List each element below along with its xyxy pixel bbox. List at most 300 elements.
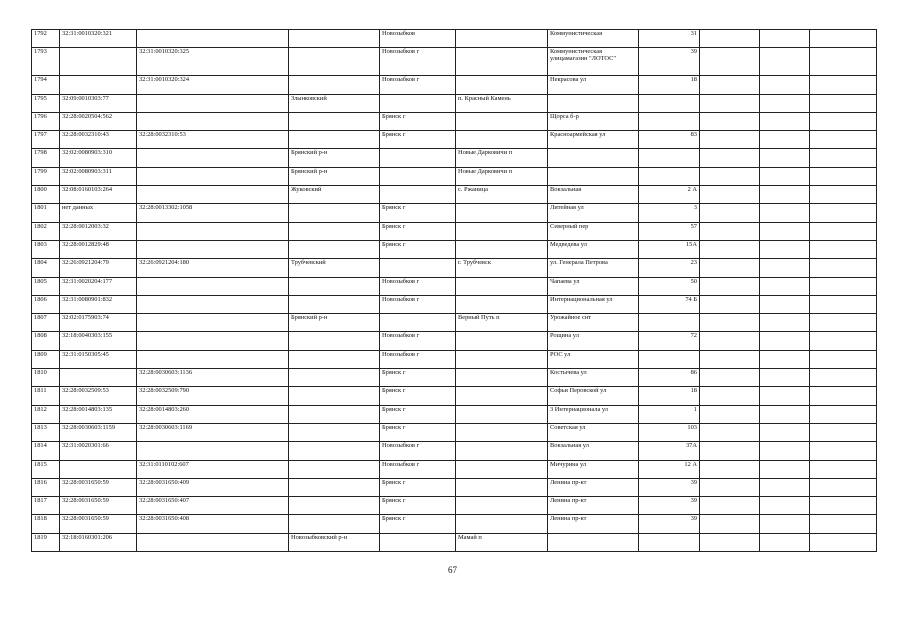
empty-cell <box>700 48 760 76</box>
empty-cell <box>760 423 810 441</box>
cadastral-number-cell: 32:31:0010320:321 <box>60 30 137 48</box>
empty-cell <box>810 76 877 94</box>
settlement-cell <box>456 295 548 313</box>
row-number-cell: 1817 <box>32 497 60 515</box>
district-cell <box>289 423 380 441</box>
table-row <box>32 442 877 460</box>
cadastral-number-cell: 32:28:0032310:43 <box>60 131 137 149</box>
empty-cell <box>810 112 877 130</box>
cadastral-number-cell: 32:02:0175903:74 <box>60 314 137 332</box>
empty-cell <box>700 277 760 295</box>
settlement-cell <box>456 515 548 533</box>
street-cell: 3 Интернационала ул <box>548 405 639 423</box>
house-number-cell: 18 <box>639 387 700 405</box>
table-row <box>32 222 877 240</box>
empty-cell <box>700 259 760 277</box>
empty-cell <box>810 387 877 405</box>
empty-cell <box>760 259 810 277</box>
district-cell: Жуковский <box>289 186 380 204</box>
table-row <box>32 112 877 130</box>
empty-cell <box>810 48 877 76</box>
table-row <box>32 350 877 368</box>
house-number-cell: 103 <box>639 423 700 441</box>
cadastral-number-2-cell <box>137 167 289 185</box>
cadastral-number-cell: 32:31:0150305:45 <box>60 350 137 368</box>
cadastral-number-cell: 32:28:0020504:562 <box>60 112 137 130</box>
empty-cell <box>700 222 760 240</box>
empty-cell <box>700 423 760 441</box>
house-number-cell: 2 А <box>639 186 700 204</box>
row-number-cell: 1802 <box>32 222 60 240</box>
street-cell: Щорса б-р <box>548 112 639 130</box>
row-number-cell: 1818 <box>32 515 60 533</box>
street-cell: Ленина пр-кт <box>548 497 639 515</box>
empty-cell <box>700 350 760 368</box>
empty-cell <box>810 460 877 478</box>
house-number-cell <box>639 94 700 112</box>
cadastral-number-2-cell <box>137 442 289 460</box>
empty-cell <box>810 295 877 313</box>
street-cell: Некрасова ул <box>548 76 639 94</box>
empty-cell <box>760 240 810 258</box>
empty-cell <box>700 131 760 149</box>
city-cell: Новозыбков г <box>380 442 456 460</box>
city-cell: Брянск г <box>380 515 456 533</box>
empty-cell <box>810 314 877 332</box>
cadastral-number-2-cell: 32:28:0030603:1136 <box>137 369 289 387</box>
city-cell: Новозыбков г <box>380 295 456 313</box>
empty-cell <box>700 442 760 460</box>
empty-cell <box>760 387 810 405</box>
empty-cell <box>760 442 810 460</box>
settlement-cell <box>456 497 548 515</box>
settlement-cell: Верный Путь п <box>456 314 548 332</box>
city-cell: Новозыбков г <box>380 460 456 478</box>
empty-cell <box>700 149 760 167</box>
settlement-cell <box>456 112 548 130</box>
table-row <box>32 167 877 185</box>
cadastral-number-2-cell: 32:31:0110102:607 <box>137 460 289 478</box>
row-number-cell: 1801 <box>32 204 60 222</box>
table-row <box>32 204 877 222</box>
empty-cell <box>810 131 877 149</box>
empty-cell <box>700 332 760 350</box>
city-cell: Брянск г <box>380 204 456 222</box>
empty-cell <box>810 350 877 368</box>
city-cell: Брянск г <box>380 222 456 240</box>
street-cell: Красноармейская ул <box>548 131 639 149</box>
cadastral-number-2-cell: 32:28:0013302:1058 <box>137 204 289 222</box>
cadastral-number-2-cell: 32:28:0031650:409 <box>137 478 289 496</box>
empty-cell <box>810 332 877 350</box>
district-cell <box>289 515 380 533</box>
city-cell: Брянск г <box>380 497 456 515</box>
district-cell: Брянский р-н <box>289 167 380 185</box>
cadastral-number-2-cell <box>137 277 289 295</box>
empty-cell <box>760 460 810 478</box>
empty-cell <box>760 350 810 368</box>
city-cell <box>380 149 456 167</box>
cadastral-number-2-cell <box>137 350 289 368</box>
empty-cell <box>810 423 877 441</box>
empty-cell <box>760 369 810 387</box>
table-row <box>32 295 877 313</box>
district-cell <box>289 332 380 350</box>
city-cell <box>380 533 456 551</box>
house-number-cell: 39 <box>639 515 700 533</box>
table-row <box>32 76 877 94</box>
row-number-cell: 1807 <box>32 314 60 332</box>
street-cell: Рощина ул <box>548 332 639 350</box>
row-number-cell: 1810 <box>32 369 60 387</box>
table-row <box>32 478 877 496</box>
house-number-cell: 86 <box>639 369 700 387</box>
house-number-cell: 37А <box>639 442 700 460</box>
cadastral-number-cell: нет данных <box>60 204 137 222</box>
empty-cell <box>700 515 760 533</box>
house-number-cell: 3 <box>639 204 700 222</box>
street-cell: Медведева ул <box>548 240 639 258</box>
house-number-cell: 23 <box>639 259 700 277</box>
page-number: 67 <box>448 565 457 575</box>
street-cell: Софьи Перовской ул <box>548 387 639 405</box>
settlement-cell <box>456 76 548 94</box>
cadastral-number-cell: 32:02:0080903:310 <box>60 149 137 167</box>
row-number-cell: 1812 <box>32 405 60 423</box>
row-number-cell: 1799 <box>32 167 60 185</box>
cadastral-number-cell: 32:02:0080903:311 <box>60 167 137 185</box>
cadastral-number-cell: 32:31:0020204:177 <box>60 277 137 295</box>
cadastral-number-cell: 32:31:0020301:66 <box>60 442 137 460</box>
cadastral-number-2-cell <box>137 314 289 332</box>
cadastral-number-2-cell <box>137 149 289 167</box>
street-cell: РОС ул <box>548 350 639 368</box>
cadastral-number-cell: 32:28:0031650:59 <box>60 515 137 533</box>
cadastral-number-2-cell <box>137 112 289 130</box>
table-row <box>32 277 877 295</box>
house-number-cell: 83 <box>639 131 700 149</box>
row-number-cell: 1814 <box>32 442 60 460</box>
table-row <box>32 387 877 405</box>
settlement-cell: Мамай п <box>456 533 548 551</box>
cadastral-number-cell: 32:28:0012829:48 <box>60 240 137 258</box>
cadastral-number-cell <box>60 460 137 478</box>
settlement-cell <box>456 48 548 76</box>
district-cell <box>289 478 380 496</box>
empty-cell <box>700 30 760 48</box>
empty-cell <box>700 369 760 387</box>
row-number-cell: 1816 <box>32 478 60 496</box>
settlement-cell <box>456 387 548 405</box>
city-cell <box>380 259 456 277</box>
city-cell: Новозыбков <box>380 30 456 48</box>
city-cell <box>380 186 456 204</box>
row-number-cell: 1792 <box>32 30 60 48</box>
house-number-cell: 72 <box>639 332 700 350</box>
house-number-cell <box>639 149 700 167</box>
street-cell: Чапаева ул <box>548 277 639 295</box>
cadastral-number-2-cell <box>137 222 289 240</box>
district-cell <box>289 30 380 48</box>
cadastral-number-cell: 32:28:0031650:59 <box>60 497 137 515</box>
table-row <box>32 186 877 204</box>
city-cell: Брянск г <box>380 240 456 258</box>
cadastral-number-2-cell: 32:28:0031650:408 <box>137 515 289 533</box>
row-number-cell: 1813 <box>32 423 60 441</box>
empty-cell <box>810 94 877 112</box>
empty-cell <box>810 277 877 295</box>
empty-cell <box>700 76 760 94</box>
house-number-cell: 1 <box>639 405 700 423</box>
district-cell <box>289 277 380 295</box>
district-cell <box>289 76 380 94</box>
empty-cell <box>700 314 760 332</box>
empty-cell <box>700 405 760 423</box>
empty-cell <box>760 222 810 240</box>
street-cell <box>548 149 639 167</box>
city-cell: Брянск г <box>380 423 456 441</box>
cadastral-number-cell: 32:26:0921204:79 <box>60 259 137 277</box>
city-cell <box>380 314 456 332</box>
empty-cell <box>810 259 877 277</box>
empty-cell <box>700 478 760 496</box>
cadastral-number-2-cell <box>137 240 289 258</box>
settlement-cell: г. Трубчевск <box>456 259 548 277</box>
cadastral-number-cell <box>60 369 137 387</box>
row-number-cell: 1815 <box>32 460 60 478</box>
city-cell: Брянск г <box>380 478 456 496</box>
row-number-cell: 1797 <box>32 131 60 149</box>
row-number-cell: 1806 <box>32 295 60 313</box>
street-cell: Коммунистическая <box>548 30 639 48</box>
empty-cell <box>810 222 877 240</box>
street-cell <box>548 167 639 185</box>
settlement-cell: п. Красный Камень <box>456 94 548 112</box>
settlement-cell <box>456 442 548 460</box>
table-row <box>32 515 877 533</box>
table-row <box>32 94 877 112</box>
house-number-cell: 74 Б <box>639 295 700 313</box>
empty-cell <box>760 186 810 204</box>
empty-cell <box>760 167 810 185</box>
empty-cell <box>760 497 810 515</box>
empty-cell <box>700 167 760 185</box>
cadastral-number-2-cell: 32:28:0032509:790 <box>137 387 289 405</box>
city-cell: Брянск г <box>380 369 456 387</box>
empty-cell <box>700 295 760 313</box>
empty-cell <box>760 30 810 48</box>
table-row <box>32 131 877 149</box>
registry-table <box>31 29 877 552</box>
street-cell: Интернациональная ул <box>548 295 639 313</box>
empty-cell <box>760 48 810 76</box>
empty-cell <box>760 76 810 94</box>
settlement-cell <box>456 369 548 387</box>
street-cell: Вокзальная ул <box>548 442 639 460</box>
table-row <box>32 460 877 478</box>
empty-cell <box>810 533 877 551</box>
row-number-cell: 1804 <box>32 259 60 277</box>
cadastral-number-2-cell: 32:28:0014803:260 <box>137 405 289 423</box>
settlement-cell <box>456 204 548 222</box>
registry-body <box>32 30 877 552</box>
row-number-cell: 1811 <box>32 387 60 405</box>
settlement-cell <box>456 131 548 149</box>
district-cell <box>289 295 380 313</box>
empty-cell <box>700 497 760 515</box>
table-row <box>32 423 877 441</box>
district-cell <box>289 204 380 222</box>
empty-cell <box>700 112 760 130</box>
table-row <box>32 369 877 387</box>
empty-cell <box>760 131 810 149</box>
cadastral-number-cell <box>60 76 137 94</box>
empty-cell <box>810 405 877 423</box>
district-cell <box>289 460 380 478</box>
empty-cell <box>700 533 760 551</box>
house-number-cell: 57 <box>639 222 700 240</box>
cadastral-number-2-cell <box>137 94 289 112</box>
table-row <box>32 533 877 551</box>
settlement-cell <box>456 405 548 423</box>
empty-cell <box>760 149 810 167</box>
district-cell <box>289 240 380 258</box>
cadastral-number-cell: 32:09:0010303:77 <box>60 94 137 112</box>
street-cell: Костычева ул <box>548 369 639 387</box>
cadastral-number-2-cell: 32:31:0010320:325 <box>137 48 289 76</box>
settlement-cell <box>456 30 548 48</box>
district-cell <box>289 405 380 423</box>
cadastral-number-2-cell: 32:28:0031650:407 <box>137 497 289 515</box>
empty-cell <box>700 460 760 478</box>
house-number-cell: 12 А <box>639 460 700 478</box>
settlement-cell: Новые Дарковичи п <box>456 167 548 185</box>
settlement-cell <box>456 222 548 240</box>
empty-cell <box>760 94 810 112</box>
empty-cell <box>810 149 877 167</box>
row-number-cell: 1794 <box>32 76 60 94</box>
empty-cell <box>810 497 877 515</box>
settlement-cell: с. Ржаница <box>456 186 548 204</box>
cadastral-number-cell: 32:18:0040303:155 <box>60 332 137 350</box>
district-cell <box>289 369 380 387</box>
table-row <box>32 259 877 277</box>
district-cell <box>289 48 380 76</box>
empty-cell <box>700 387 760 405</box>
row-number-cell: 1805 <box>32 277 60 295</box>
house-number-cell <box>639 167 700 185</box>
city-cell: Новозыбков г <box>380 277 456 295</box>
empty-cell <box>760 295 810 313</box>
district-cell: Новозыбковский р-н <box>289 533 380 551</box>
cadastral-number-cell: 32:28:0032509:53 <box>60 387 137 405</box>
cadastral-number-2-cell <box>137 295 289 313</box>
street-cell: Литейная ул <box>548 204 639 222</box>
empty-cell <box>810 369 877 387</box>
house-number-cell: 15А <box>639 240 700 258</box>
table-row <box>32 332 877 350</box>
district-cell <box>289 442 380 460</box>
district-cell: Злынковский <box>289 94 380 112</box>
empty-cell <box>760 405 810 423</box>
cadastral-number-cell: 32:08:0160103:264 <box>60 186 137 204</box>
house-number-cell: 31 <box>639 30 700 48</box>
house-number-cell <box>639 112 700 130</box>
settlement-cell <box>456 332 548 350</box>
city-cell: Брянск г <box>380 405 456 423</box>
house-number-cell <box>639 350 700 368</box>
district-cell: Трубчевский <box>289 259 380 277</box>
empty-cell <box>760 533 810 551</box>
settlement-cell <box>456 423 548 441</box>
district-cell <box>289 131 380 149</box>
cadastral-number-2-cell <box>137 30 289 48</box>
city-cell <box>380 94 456 112</box>
empty-cell <box>760 515 810 533</box>
cadastral-number-2-cell <box>137 186 289 204</box>
house-number-cell: 39 <box>639 48 700 76</box>
district-cell <box>289 350 380 368</box>
row-number-cell: 1796 <box>32 112 60 130</box>
district-cell: Брянский р-н <box>289 149 380 167</box>
cadastral-number-cell: 32:31:0080901:832 <box>60 295 137 313</box>
cadastral-number-2-cell: 32:26:0921204:180 <box>137 259 289 277</box>
street-cell: Коммунистическая улицамагазин "ЛОТОС" <box>548 48 639 76</box>
settlement-cell: Новые Дарковичи п <box>456 149 548 167</box>
cadastral-number-cell: 32:18:0160301:206 <box>60 533 137 551</box>
cadastral-number-2-cell <box>137 533 289 551</box>
row-number-cell: 1800 <box>32 186 60 204</box>
empty-cell <box>810 442 877 460</box>
empty-cell <box>760 112 810 130</box>
empty-cell <box>810 478 877 496</box>
settlement-cell <box>456 460 548 478</box>
row-number-cell: 1798 <box>32 149 60 167</box>
cadastral-number-2-cell <box>137 332 289 350</box>
settlement-cell <box>456 240 548 258</box>
row-number-cell: 1795 <box>32 94 60 112</box>
cadastral-number-cell: 32:28:0014803:135 <box>60 405 137 423</box>
city-cell: Новозыбков г <box>380 76 456 94</box>
settlement-cell <box>456 277 548 295</box>
house-number-cell: 18 <box>639 76 700 94</box>
cadastral-number-cell: 32:28:0012003:32 <box>60 222 137 240</box>
row-number-cell: 1803 <box>32 240 60 258</box>
empty-cell <box>700 240 760 258</box>
city-cell: Брянск г <box>380 131 456 149</box>
city-cell: Новозыбков г <box>380 332 456 350</box>
table-row <box>32 149 877 167</box>
table-row <box>32 30 877 48</box>
street-cell <box>548 94 639 112</box>
cadastral-number-cell: 32:28:0031650:59 <box>60 478 137 496</box>
empty-cell <box>810 30 877 48</box>
empty-cell <box>760 277 810 295</box>
house-number-cell <box>639 314 700 332</box>
empty-cell <box>760 332 810 350</box>
cadastral-number-2-cell: 32:28:0032310:53 <box>137 131 289 149</box>
empty-cell <box>810 204 877 222</box>
table-row <box>32 497 877 515</box>
empty-cell <box>700 186 760 204</box>
street-cell: Мичурина ул <box>548 460 639 478</box>
street-cell: Ленина пр-кт <box>548 478 639 496</box>
empty-cell <box>760 314 810 332</box>
district-cell: Брянский р-н <box>289 314 380 332</box>
cadastral-number-2-cell: 32:28:0030603:1169 <box>137 423 289 441</box>
district-cell <box>289 112 380 130</box>
settlement-cell <box>456 350 548 368</box>
